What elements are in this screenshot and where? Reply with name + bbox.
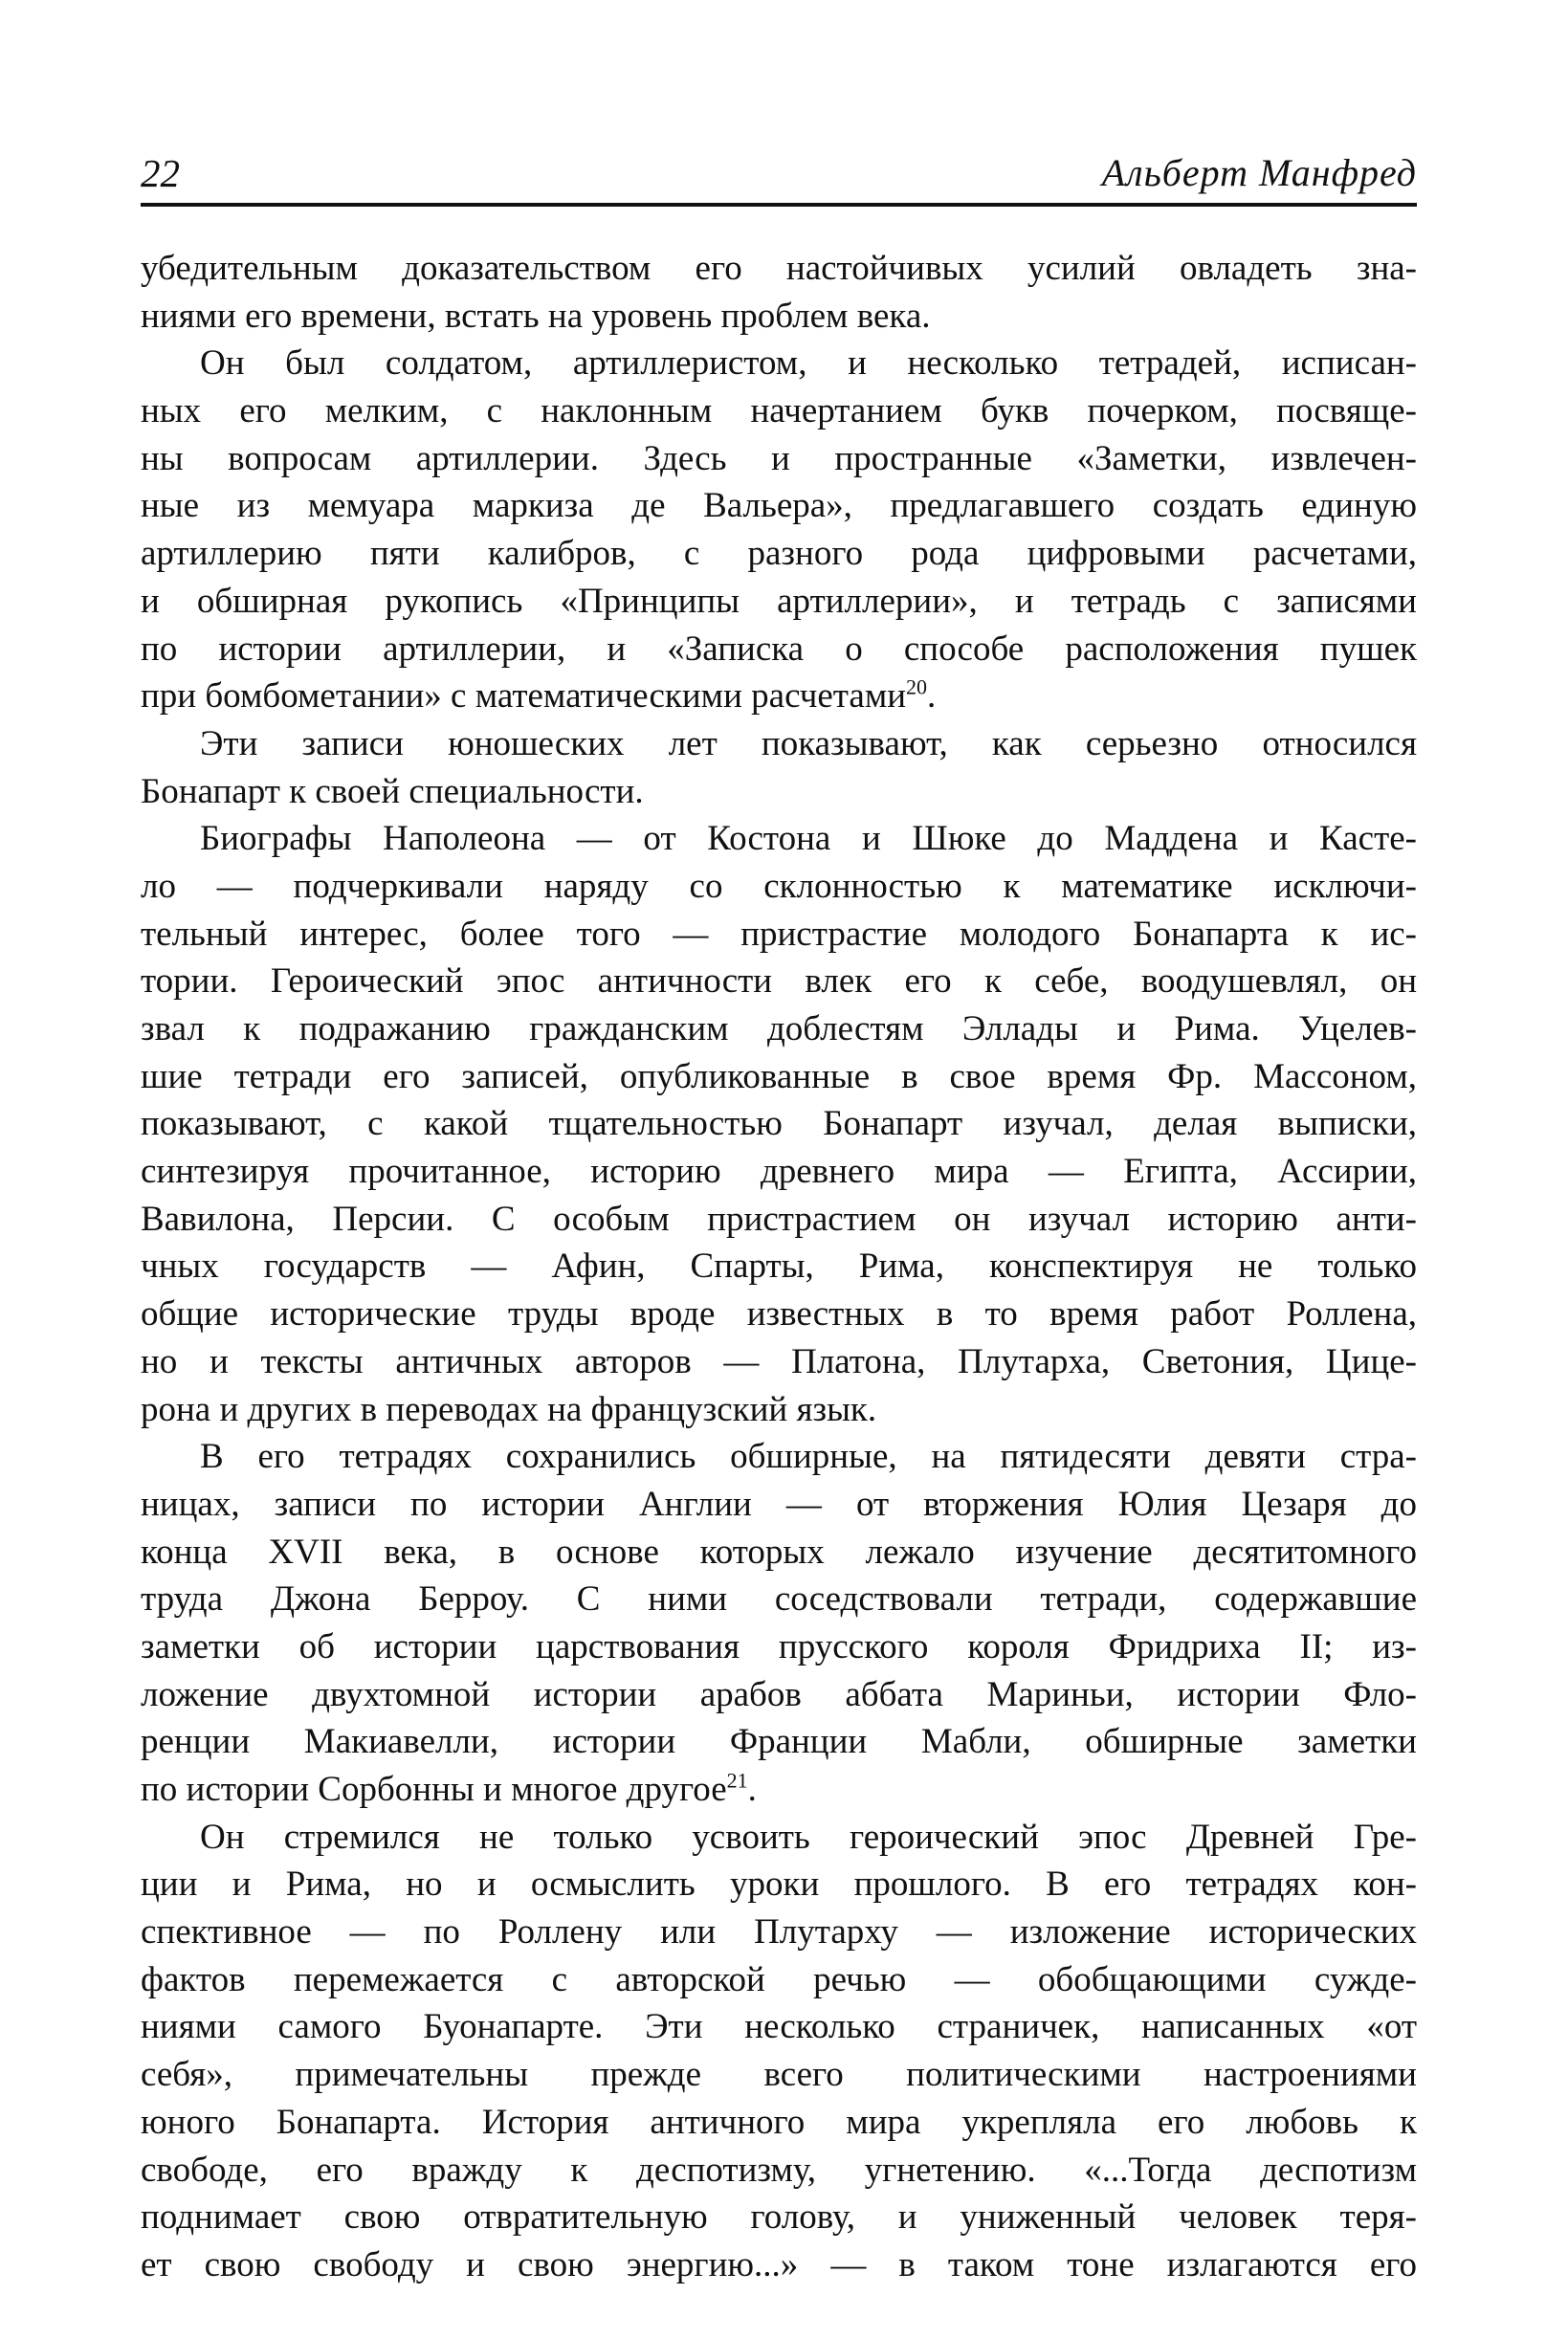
text-line: ниями самого Буонапарте. Эти несколько страничек, написанных «от bbox=[141, 2007, 1417, 2047]
text-line: ренции Макиавелли, истории Франции Мабли, обширные заметки bbox=[141, 1722, 1417, 1762]
text-line: шие тетради его записей, опубликованные в свое время Фр. Массоном, bbox=[141, 1056, 1417, 1096]
text-line: ных его мелким, с наклонным начертанием букв почерком, посвяще- bbox=[141, 391, 1417, 431]
text-line: ции и Рима, но и осмыслить уроки прошлого. В его тетрадях кон- bbox=[141, 1865, 1417, 1905]
text-line: ницах, записи по истории Англии — от вторжения Юлия Цезаря до bbox=[141, 1484, 1417, 1524]
text-line: но и тексты античных авторов — Платона, Плутарха, Светония, Цице- bbox=[141, 1341, 1417, 1381]
text-line: ет свою свободу и свою энергию...» — в таком тоне излагаются его bbox=[141, 2244, 1417, 2284]
text-line: общие исторические труды вроде известных в то время работ Роллена, bbox=[141, 1294, 1417, 1335]
text-line: Он стремился не только усвоить героический эпос Древней Гре- bbox=[200, 1817, 1417, 1857]
text-line: артиллерию пяти калибров, с разного рода цифровыми расчетами, bbox=[141, 534, 1417, 574]
text-line: юного Бонапарта. История античного мира укрепляла его любовь к bbox=[141, 2102, 1417, 2142]
text-line: конца XVII века, в основе которых лежало изучение десятитомного bbox=[141, 1532, 1417, 1572]
footnote-ref-21: 21 bbox=[726, 1768, 748, 1793]
text-line-with-footnote bbox=[141, 673, 1417, 720]
text-line: ны вопросам артиллерии. Здесь и пространные «Заметки, извлечен- bbox=[141, 438, 1417, 478]
text-line: убедительным доказательством его настойчивых усилий овладеть зна- bbox=[141, 249, 1417, 288]
text-line: ло — подчеркивали наряду со склонностью к математике исключи- bbox=[141, 866, 1417, 906]
text-line: себя», примечательны прежде всего политическими настроениями bbox=[141, 2055, 1417, 2095]
text-line: звал к подражанию гражданским доблестям Эллады и Рима. Уцелев- bbox=[141, 1009, 1417, 1048]
text-line: Он был солдатом, артиллеристом, и несколько тетрадей, исписан- bbox=[200, 343, 1417, 384]
sentence-period: . bbox=[747, 1770, 757, 1809]
text-line: фактов перемежается с авторской речью — обобщающими сужде- bbox=[141, 1959, 1417, 1999]
sentence-period: . bbox=[927, 676, 937, 717]
body-text bbox=[141, 245, 1417, 2289]
text-line: Бонапарт к своей специальности. bbox=[141, 771, 644, 811]
running-head bbox=[141, 143, 1417, 207]
text-line: В его тетрадях сохранились обширные, на пятидесяти девяти стра- bbox=[200, 1437, 1417, 1477]
text-line: ные из мемуара маркиза де Вальера», предлагавшего создать единую bbox=[141, 486, 1417, 526]
text-line: чных государств — Афин, Спарты, Рима, конспектируя не только bbox=[141, 1247, 1417, 1287]
text-line: показывают, с какой тщательностью Бонапарт изучал, делая выписки, bbox=[141, 1104, 1417, 1144]
running-head-author: Альберт Манфред bbox=[1101, 151, 1417, 194]
footnote-ref-20: 20 bbox=[906, 674, 928, 699]
text-line: тельный интерес, более того — пристрастие молодого Бонапарта к ис- bbox=[141, 914, 1417, 954]
text-line: синтезируя прочитанное, историю древнего мира — Египта, Ассирии, bbox=[141, 1152, 1417, 1192]
text-line-content: при бомбометании» с математическими расчетами bbox=[141, 676, 907, 717]
text-line: ниями его времени, встать на уровень проблем века. bbox=[141, 296, 931, 336]
text-line: и обширная рукопись «Принципы артиллерии», и тетрадь с записями bbox=[141, 581, 1417, 621]
text-line-content: по истории Сорбонны и многое другое bbox=[141, 1770, 727, 1809]
text-line: Биографы Наполеона — от Костона и Шюке до Маддена и Касте- bbox=[200, 819, 1417, 859]
text-line: по истории артиллерии, и «Записка о способе расположения пушек bbox=[141, 629, 1417, 669]
text-line: тории. Героический эпос античности влек его к себе, воодушевлял, он bbox=[141, 961, 1417, 1002]
text-line: рона и других в переводах на французский язык. bbox=[141, 1389, 877, 1429]
text-line: ложение двухтомной истории арабов аббата Мариньи, истории Фло- bbox=[141, 1674, 1417, 1714]
text-line: свободе, его вражду к деспотизму, угнетению. «...Тогда деспотизм bbox=[141, 2150, 1417, 2190]
text-line-with-footnote bbox=[141, 1766, 1417, 1814]
text-line: заметки об истории царствования прусского короля Фридриха II; из- bbox=[141, 1626, 1417, 1666]
text-line: Эти записи юношеских лет показывают, как серьезно относился bbox=[200, 723, 1417, 763]
text-line: поднимает свою отвратительную голову, и униженный человек теря- bbox=[141, 2197, 1417, 2238]
page-number: 22 bbox=[141, 151, 180, 195]
text-line: спективное — по Роллену или Плутарху — изложение исторических bbox=[141, 1912, 1417, 1953]
text-line: Вавилона, Персии. С особым пристрастием он изучал историю анти- bbox=[141, 1199, 1417, 1239]
text-line: труда Джона Берроу. С ними соседствовали тетради, содержавшие bbox=[141, 1579, 1417, 1620]
